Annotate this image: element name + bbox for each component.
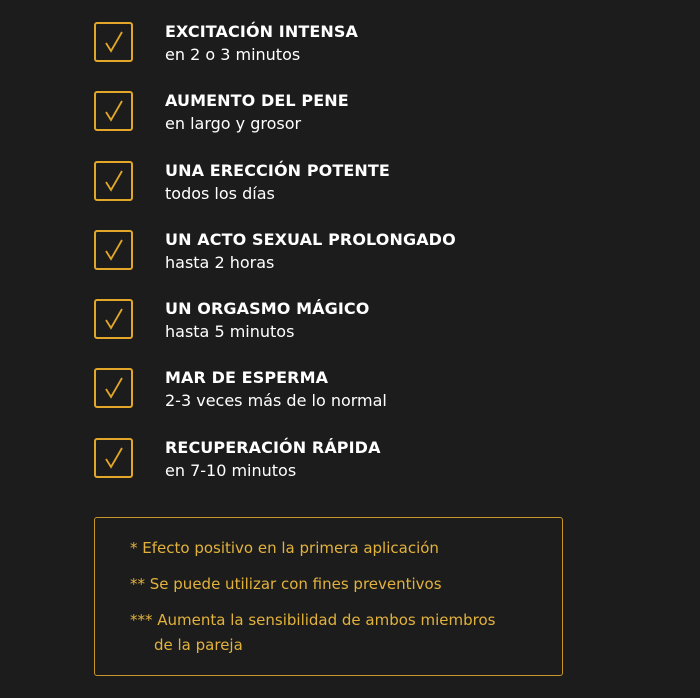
benefit-item (94, 436, 654, 505)
checkmark-icon (104, 377, 124, 399)
benefit-item (94, 89, 654, 158)
checkmark-box-icon (94, 22, 133, 62)
benefit-title: AUMENTO DEL PENE (165, 91, 349, 111)
benefit-subtitle: en largo y grosor (165, 114, 302, 134)
benefit-title: UNA ERECCIÓN POTENTE (165, 160, 390, 180)
note-preventive-use: ** Se puede utilizar con fines preventivos (130, 575, 442, 593)
checkmark-box-icon (94, 438, 133, 478)
checkmark-box-icon (94, 161, 133, 201)
checkmark-icon (104, 447, 124, 469)
checkmark-box-icon (94, 91, 133, 131)
benefit-subtitle: 2-3 veces más de lo normal (165, 391, 387, 411)
benefit-item (94, 366, 654, 435)
benefit-title: UN ACTO SEXUAL PROLONGADO (165, 229, 456, 249)
notes-box (94, 517, 563, 676)
note-first-application: * Efecto positivo en la primera aplicación (130, 539, 439, 557)
benefit-subtitle: todos los días (165, 183, 275, 203)
checkmark-icon (104, 31, 124, 53)
benefit-subtitle: hasta 2 horas (165, 252, 275, 272)
note-sensitivity (130, 608, 550, 658)
checkmark-icon (104, 308, 124, 330)
note-sensitivity-line1: *** Aumenta la sensibilidad de ambos miembros (130, 611, 496, 629)
checkmark-box-icon (94, 230, 133, 270)
checkmark-icon (104, 239, 124, 261)
benefit-subtitle: en 2 o 3 minutos (165, 45, 301, 64)
checkmark-box-icon (94, 299, 133, 339)
benefit-item (94, 228, 654, 297)
benefit-item (94, 297, 654, 366)
note-sensitivity-line2: de la pareja (154, 636, 243, 654)
benefits-list (94, 20, 654, 505)
benefit-title: MAR DE ESPERMA (165, 368, 329, 388)
checkmark-icon (104, 100, 124, 122)
benefit-item (94, 20, 654, 89)
checkmark-box-icon (94, 368, 133, 408)
benefit-subtitle: en 7-10 minutos (165, 460, 297, 480)
checkmark-icon (104, 170, 124, 192)
benefit-title: UN ORGASMO MÁGICO (165, 299, 370, 319)
benefit-subtitle: hasta 5 minutos (165, 322, 295, 342)
benefit-title: RECUPERACIÓN RÁPIDA (165, 437, 381, 457)
benefit-title: EXCITACIÓN INTENSA (165, 22, 358, 41)
benefit-item (94, 159, 654, 228)
